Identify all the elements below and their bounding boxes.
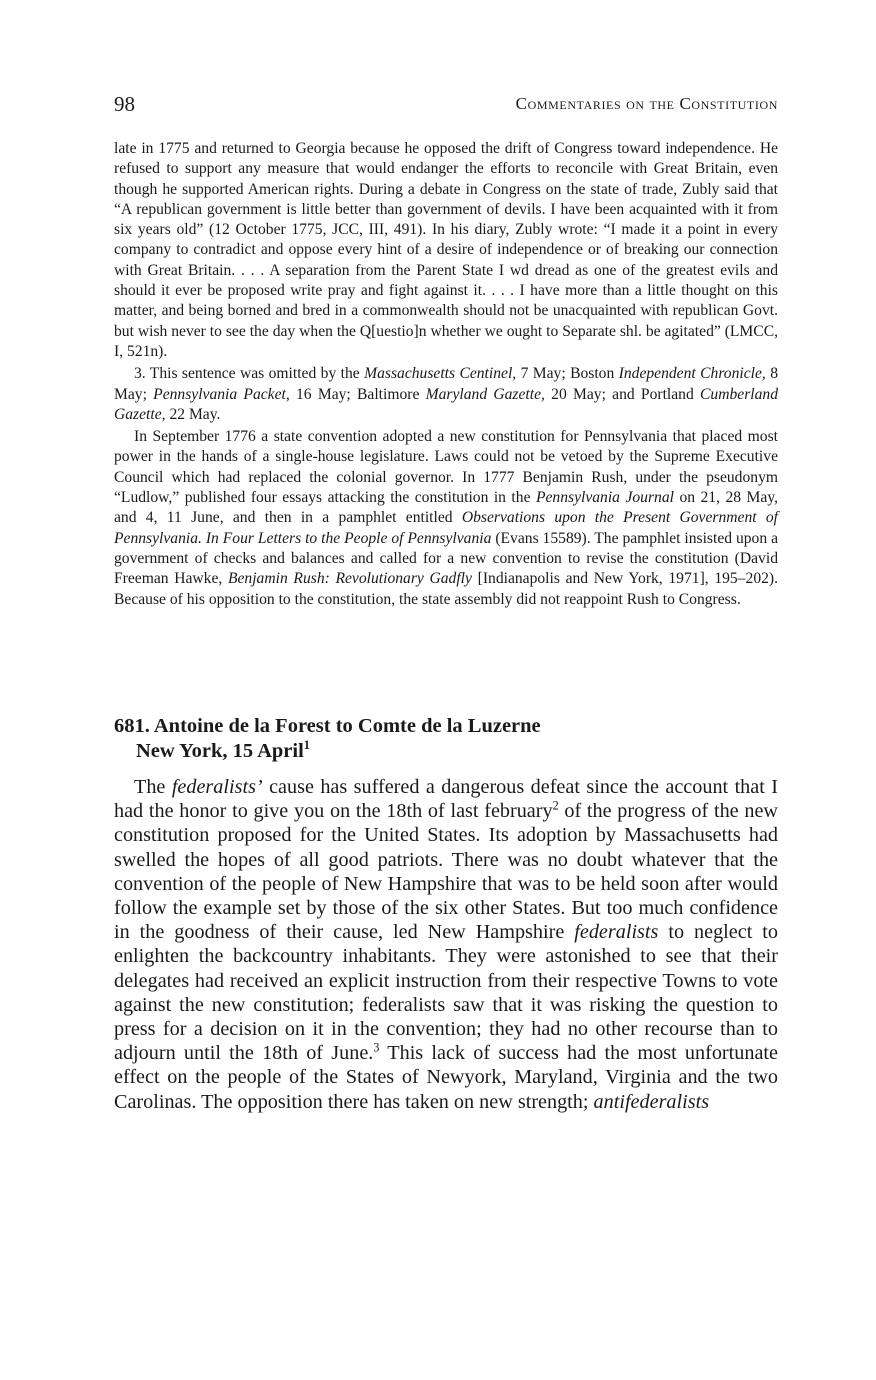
document-heading [114, 714, 778, 764]
running-head: Commentaries on the Constitution [515, 94, 778, 113]
notes-section [114, 139, 778, 610]
document-body [114, 775, 778, 1114]
document-title: 681. Antoine de la Forest to Comte de la Luzerne [114, 715, 541, 737]
note-3: 3. This sentence was omitted by the Massachusetts Centinel, 7 May; Boston Independent Chronicle, 8 May; Pennsylvania Packet, 16 May; Baltimore Maryland Gazette, 20 May; and Portland Cumberland Gazette, 22 May. [114, 365, 778, 423]
document-dateline: New York, 15 April$^1$ [136, 738, 310, 762]
page-header [114, 92, 778, 122]
page-number: 98 [114, 92, 135, 116]
footnote-ref-1: 1 [303, 738, 310, 753]
footnote-ref-3: 3 [373, 1040, 380, 1055]
note-zubly-continuation: late in 1775 and returned to Georgia because he opposed the drift of Congress toward independence. He refused to support any measure that would endanger the efforts to reconcile with Great Britain, even though he supported American rights. During a debate in Congress on the state of trade, Zubly said that “A republican government is little better than government of devils. I have been acquainted with it from six years old” (12 October 1775, JCC, III, 491). In his diary, Zubly wrote: “I made it a point in every company to contradict and oppose every hint of a desire of independence or of breaking our connection with Great Britain. . . . A separation from the Parent State I wd dread as one of the greatest evils and should it ever be proposed write pray and fight against it. . . . I have more than a little thought on this matter, and being borned and bred in a commonwealth should not be unacquainted with republican Govt. but wish never to see the day when the Q[uestio]n whether we ought to Separate shl. be agitated” (LMCC, I, 521n). [114, 140, 778, 360]
footnote-ref-2: 2 [552, 798, 559, 813]
note-pennsylvania-constitution: In September 1776 a state convention adopted a new constitution for Pennsylvania that placed most power in the hands of a single-house legislature. Laws could not be vetoed by the Supreme Executive Council which had replaced the colonial governor. In 1777 Benjamin Rush, under the pseudonym “Ludlow,” published four essays attacking the constitution in the Pennsylvania Journal on 21, 28 May, and 4, 11 June, and then in a pamphlet entitled Observations upon the Present Government of Pennsylvania. In Four Letters to the People of Pennsylvania (Evans 15589). The pamphlet insisted upon a government of checks and balances and called for a new convention to revise the constitution (David Freeman Hawke, Benjamin Rush: Revolutionary Gadfly [Indianapolis and New York, 1971], 195–202). Because of his opposition to the constitution, the state assembly did not reappoint Rush to Congress. [114, 428, 779, 608]
body-paragraph: The federalists’ cause has suffered a dangerous defeat since the account that I had the honor to give you on the 18th of last february$^2$ of the progress of the new constitution proposed for the United States. Its adoption by Massachusetts had swelled the hopes of all good patriots. There was no doubt whatever that the convention of the people of New Hampshire that was to be held soon after would follow the example set by those of the six other States. But too much confidence in the goodness of their cause, led New Hampshire federalists to neglect to enlighten the backcountry inhabitants. They were astonished to see that their delegates had received an explicit instruction from their respective Towns to vote against the new constitution; federalists saw that it was risking the question to press for a decision on it in the convention; they had no other recourse than to adjourn until the 18th of June.$^3$ This lack of success had the most unfortunate effect on the people of the States of Newyork, Maryland, Virginia and the two Carolinas. The opposition there has taken on new strength; antifederalists [114, 776, 778, 1113]
